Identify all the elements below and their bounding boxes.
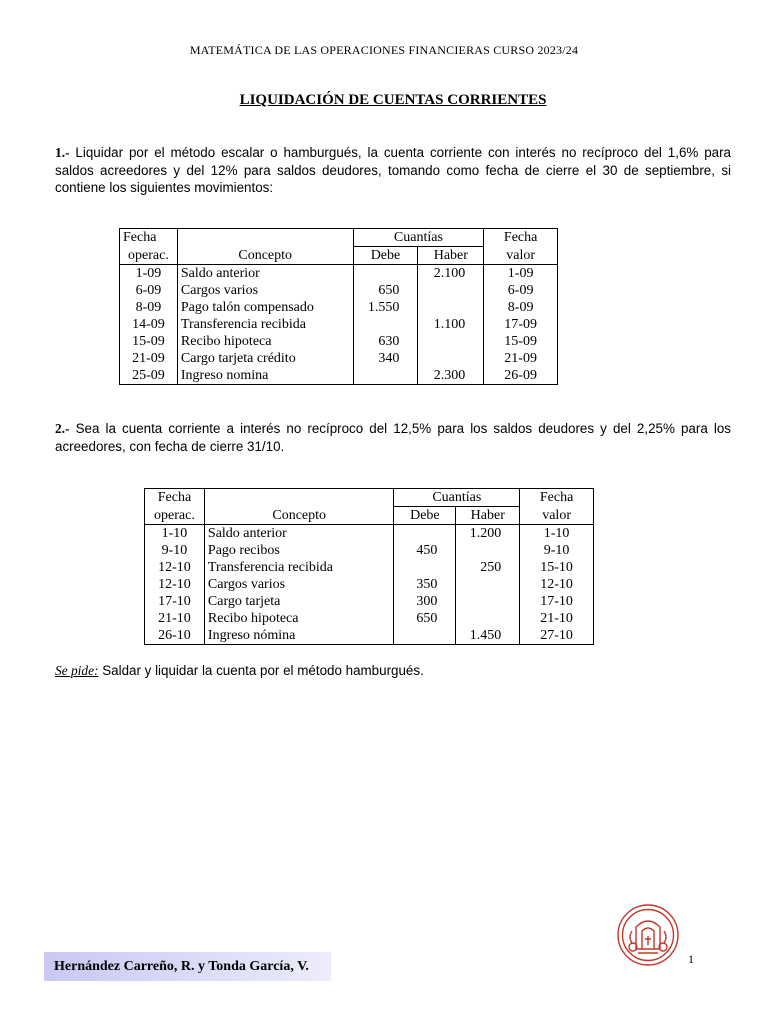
cell-concepto: Ingreso nómina bbox=[204, 627, 394, 645]
movements-table-1 bbox=[119, 228, 558, 385]
cell-haber bbox=[418, 333, 484, 350]
header-haber: Haber bbox=[456, 507, 520, 525]
header-valor: valor bbox=[520, 507, 594, 525]
table-row bbox=[120, 282, 558, 299]
cell-debe: 1.550 bbox=[353, 299, 418, 316]
task-statement bbox=[55, 662, 655, 680]
cell-fecha: 6-09 bbox=[120, 282, 178, 299]
cell-haber: 1.200 bbox=[456, 525, 520, 543]
cell-debe: 300 bbox=[394, 593, 456, 610]
cell-haber: 1.450 bbox=[456, 627, 520, 645]
cell-haber bbox=[456, 610, 520, 627]
header-operac: operac. bbox=[145, 507, 205, 525]
movements-table-2 bbox=[144, 488, 594, 645]
cell-fecha-valor: 26-09 bbox=[484, 367, 558, 385]
header-debe: Debe bbox=[353, 247, 418, 265]
header-fecha: Fecha bbox=[145, 489, 205, 507]
cell-fecha: 15-09 bbox=[120, 333, 178, 350]
exercise-2-number: 2.- bbox=[55, 421, 70, 436]
table-row bbox=[145, 542, 594, 559]
table-row bbox=[120, 350, 558, 367]
table-row bbox=[120, 367, 558, 385]
header-concepto-spacer bbox=[177, 229, 353, 247]
cell-fecha-valor: 15-10 bbox=[520, 559, 594, 576]
header-concepto: Concepto bbox=[177, 247, 353, 265]
exercise-2-statement bbox=[55, 420, 731, 455]
cell-fecha-valor: 1-09 bbox=[484, 265, 558, 283]
cell-fecha-valor: 17-10 bbox=[520, 593, 594, 610]
exercise-2-text: Sea la cuenta corriente a interés no recíproco del 12,5% para los saldos deudores y del 2,25% para los acreedores, con fecha de cierre 31/10. bbox=[55, 421, 731, 454]
table-row bbox=[145, 627, 594, 645]
cell-debe: 340 bbox=[353, 350, 418, 367]
exercise-1-statement bbox=[55, 144, 731, 197]
cell-fecha-valor: 21-10 bbox=[520, 610, 594, 627]
university-seal-icon bbox=[616, 903, 680, 967]
header-fecha-valor: Fecha bbox=[520, 489, 594, 507]
cell-fecha-valor: 1-10 bbox=[520, 525, 594, 543]
se-pide-text: Saldar y liquidar la cuenta por el método hamburgués. bbox=[98, 663, 424, 678]
header-concepto: Concepto bbox=[204, 507, 394, 525]
cell-concepto: Saldo anterior bbox=[177, 265, 353, 283]
header-fecha-valor: Fecha bbox=[484, 229, 558, 247]
page-number: 1 bbox=[688, 952, 694, 966]
cell-fecha-valor: 8-09 bbox=[484, 299, 558, 316]
cell-fecha-valor: 21-09 bbox=[484, 350, 558, 367]
cell-debe: 650 bbox=[353, 282, 418, 299]
table-row bbox=[120, 333, 558, 350]
cell-haber bbox=[456, 542, 520, 559]
page-title: LIQUIDACIÓN DE CUENTAS CORRIENTES bbox=[239, 92, 547, 108]
cell-fecha: 14-09 bbox=[120, 316, 178, 333]
cell-fecha: 8-09 bbox=[120, 299, 178, 316]
cell-concepto: Transferencia recibida bbox=[177, 316, 353, 333]
cell-debe: 630 bbox=[353, 333, 418, 350]
cell-fecha: 21-10 bbox=[145, 610, 205, 627]
cell-fecha-valor: 12-10 bbox=[520, 576, 594, 593]
cell-haber bbox=[456, 576, 520, 593]
cell-concepto: Transferencia recibida bbox=[204, 559, 394, 576]
authors-footer: Hernández Carreño, R. y Tonda García, V. bbox=[44, 952, 331, 981]
cell-concepto: Cargo tarjeta bbox=[204, 593, 394, 610]
course-header: MATEMÁTICA DE LAS OPERACIONES FINANCIERAS CURSO 2023/24 bbox=[189, 43, 579, 57]
cell-haber: 2.300 bbox=[418, 367, 484, 385]
header-operac: operac. bbox=[120, 247, 178, 265]
cell-fecha: 25-09 bbox=[120, 367, 178, 385]
se-pide-label: Se pide: bbox=[55, 663, 99, 678]
cell-haber bbox=[418, 350, 484, 367]
cell-debe: 450 bbox=[394, 542, 456, 559]
cell-debe bbox=[394, 627, 456, 645]
header-concepto-spacer bbox=[204, 489, 394, 507]
cell-concepto: Cargos varios bbox=[204, 576, 394, 593]
cell-haber bbox=[418, 282, 484, 299]
cell-concepto: Cargo tarjeta crédito bbox=[177, 350, 353, 367]
cell-debe bbox=[394, 525, 456, 543]
cell-debe: 650 bbox=[394, 610, 456, 627]
table-row bbox=[145, 576, 594, 593]
cell-fecha-valor: 17-09 bbox=[484, 316, 558, 333]
header-cuantias: Cuantías bbox=[353, 229, 484, 247]
cell-concepto: Cargos varios bbox=[177, 282, 353, 299]
cell-concepto: Recibo hipoteca bbox=[204, 610, 394, 627]
cell-haber: 1.100 bbox=[418, 316, 484, 333]
cell-debe bbox=[353, 316, 418, 333]
cell-concepto: Recibo hipoteca bbox=[177, 333, 353, 350]
cell-debe bbox=[353, 367, 418, 385]
cell-concepto: Ingreso nomina bbox=[177, 367, 353, 385]
cell-concepto: Saldo anterior bbox=[204, 525, 394, 543]
cell-fecha-valor: 6-09 bbox=[484, 282, 558, 299]
table-row bbox=[145, 593, 594, 610]
table-row bbox=[120, 299, 558, 316]
cell-fecha: 12-10 bbox=[145, 576, 205, 593]
cell-fecha: 1-09 bbox=[120, 265, 178, 283]
cell-fecha-valor: 27-10 bbox=[520, 627, 594, 645]
cell-haber: 250 bbox=[456, 559, 520, 576]
table-row bbox=[145, 610, 594, 627]
cell-fecha: 26-10 bbox=[145, 627, 205, 645]
cell-concepto: Pago talón compensado bbox=[177, 299, 353, 316]
cell-haber: 2.100 bbox=[418, 265, 484, 283]
cell-fecha-valor: 9-10 bbox=[520, 542, 594, 559]
cell-haber bbox=[456, 593, 520, 610]
header-fecha: Fecha bbox=[120, 229, 178, 247]
header-haber: Haber bbox=[418, 247, 484, 265]
cell-fecha: 12-10 bbox=[145, 559, 205, 576]
table-row bbox=[145, 559, 594, 576]
exercise-1-number: 1.- bbox=[55, 145, 70, 160]
cell-fecha: 17-10 bbox=[145, 593, 205, 610]
cell-haber bbox=[418, 299, 484, 316]
table-row bbox=[120, 316, 558, 333]
exercise-1-text: Liquidar por el método escalar o hamburgués, la cuenta corriente con interés no recíproco del 1,6% para saldos acreedores y del 12% para saldos deudores, tomando como fecha de cierre el 30 de septiembre, si contiene los siguientes movimientos: bbox=[55, 145, 731, 195]
cell-fecha-valor: 15-09 bbox=[484, 333, 558, 350]
table-row bbox=[145, 525, 594, 543]
header-cuantias: Cuantías bbox=[394, 489, 520, 507]
cell-concepto: Pago recibos bbox=[204, 542, 394, 559]
table-row bbox=[120, 265, 558, 283]
header-valor: valor bbox=[484, 247, 558, 265]
cell-fecha: 21-09 bbox=[120, 350, 178, 367]
header-debe: Debe bbox=[394, 507, 456, 525]
cell-fecha: 1-10 bbox=[145, 525, 205, 543]
cell-debe: 350 bbox=[394, 576, 456, 593]
cell-debe bbox=[394, 559, 456, 576]
cell-fecha: 9-10 bbox=[145, 542, 205, 559]
cell-debe bbox=[353, 265, 418, 283]
